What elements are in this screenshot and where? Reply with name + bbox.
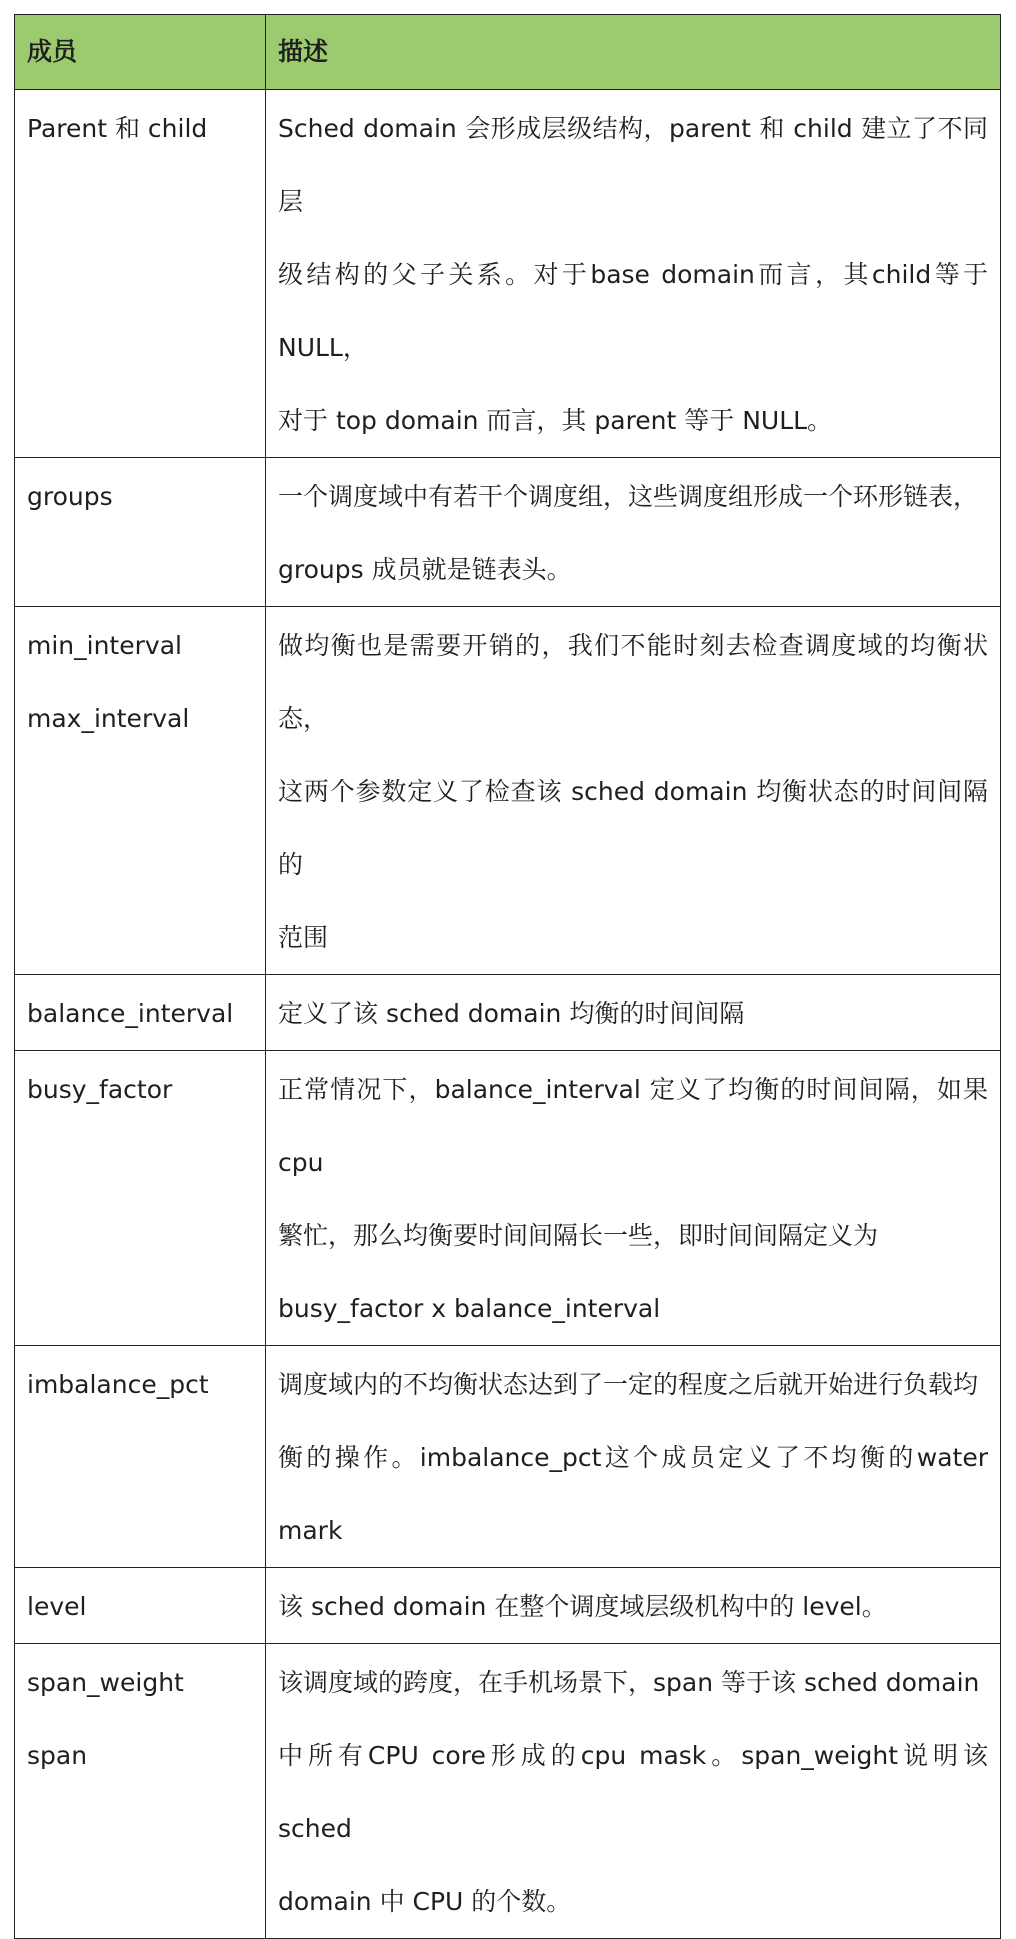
description-line: 调度域内的不均衡状态达到了一定的程度之后就开始进行负载均: [278, 1370, 979, 1399]
member-line: span_weight: [27, 1668, 184, 1697]
table-row: [15, 1346, 1001, 1568]
table-row: [15, 1051, 1001, 1346]
member-cell: [15, 458, 266, 607]
description-line: 对于 top domain 而言，其 parent 等于 NULL。: [278, 406, 833, 435]
table-row: [15, 1644, 1001, 1939]
description-cell: [266, 1568, 1001, 1644]
description-line: busy_factor x balance_interval: [278, 1294, 661, 1323]
member-line: max_interval: [27, 704, 190, 733]
member-line: span: [27, 1741, 88, 1770]
table-header-row: [15, 15, 1001, 90]
table-row: [15, 1568, 1001, 1644]
table-row: [15, 607, 1001, 975]
member-line: balance_interval: [27, 999, 234, 1028]
description-line: 正常情况下，balance_interval 定义了均衡的时间间隔，如果 cpu: [278, 1075, 988, 1177]
member-cell: [15, 975, 266, 1051]
member-cell: [15, 1644, 266, 1939]
description-cell: [266, 1644, 1001, 1939]
member-cell: [15, 1051, 266, 1346]
description-cell: [266, 1051, 1001, 1346]
description-line: Sched domain 会形成层级结构，parent 和 child 建立了不同层: [278, 114, 988, 216]
document-page: [14, 14, 1000, 1939]
member-cell: [15, 1346, 266, 1568]
description-line: 该 sched domain 在整个调度域层级机构中的 level。: [278, 1592, 887, 1621]
description-line: 繁忙，那么均衡要时间间隔长一些，即时间间隔定义为: [278, 1221, 879, 1250]
description-line: 中所有CPU core形成的cpu mask。span_weight说明该sched: [278, 1741, 988, 1843]
description-line: 一个调度域中有若干个调度组，这些调度组形成一个环形链表，: [278, 482, 979, 511]
description-line: 做均衡也是需要开销的，我们不能时刻去检查调度域的均衡状态，: [278, 631, 988, 733]
table-row: [15, 90, 1001, 458]
member-cell: [15, 607, 266, 975]
member-line: imbalance_pct: [27, 1370, 209, 1399]
member-line: level: [27, 1592, 87, 1621]
description-line: 衡的操作。imbalance_pct这个成员定义了不均衡的water mark: [278, 1443, 988, 1545]
header-description: 描述: [266, 15, 1001, 90]
table-row: [15, 458, 1001, 607]
member-line: busy_factor: [27, 1075, 173, 1104]
description-cell: [266, 1346, 1001, 1568]
description-cell: [266, 90, 1001, 458]
member-cell: [15, 1568, 266, 1644]
description-cell: [266, 458, 1001, 607]
description-line: 范围: [278, 923, 329, 952]
description-line: groups 成员就是链表头。: [278, 555, 572, 584]
description-line: 级结构的父子关系。对于base domain而言，其child等于NULL，: [278, 260, 988, 362]
description-cell: [266, 975, 1001, 1051]
description-line: 定义了该 sched domain 均衡的时间间隔: [278, 999, 745, 1028]
member-description-table: [14, 14, 1001, 1939]
description-cell: [266, 607, 1001, 975]
header-member: 成员: [15, 15, 266, 90]
member-cell: [15, 90, 266, 458]
description-line: 该调度域的跨度，在手机场景下，span 等于该 sched domain: [278, 1668, 980, 1697]
member-line: groups: [27, 482, 113, 511]
member-line: Parent 和 child: [27, 114, 208, 143]
table-row: [15, 975, 1001, 1051]
member-line: min_interval: [27, 631, 182, 660]
description-line: domain 中 CPU 的个数。: [278, 1887, 572, 1916]
description-line: 这两个参数定义了检查该 sched domain 均衡状态的时间间隔的: [278, 777, 988, 879]
